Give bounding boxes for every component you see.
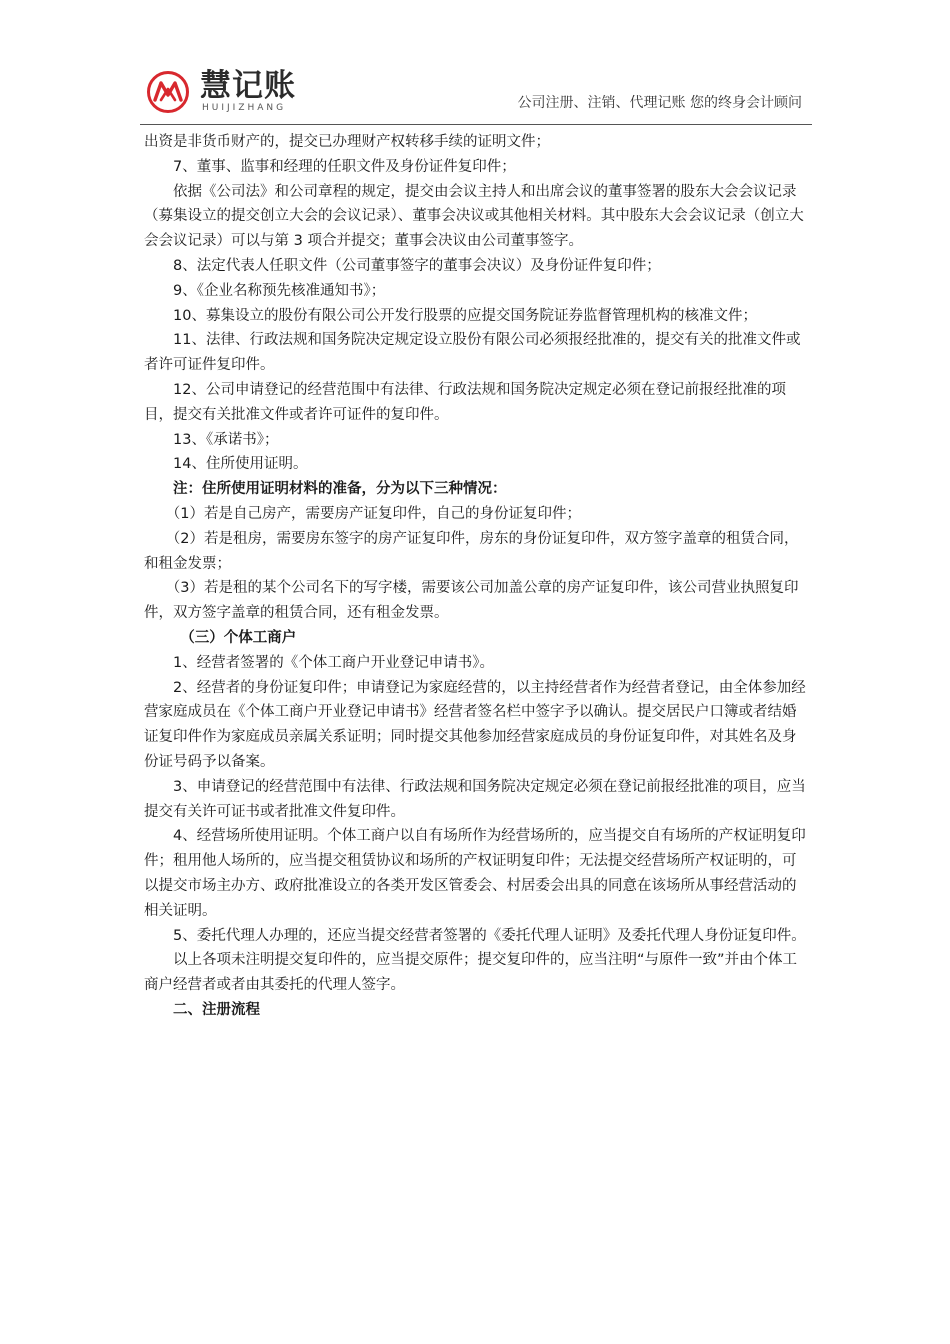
- paragraph: 依据《公司法》和公司章程的规定，提交由会议主持人和出席会议的董事签署的股东大会会议记录（募集设立的提交创立大会的会议记录）、董事会决议或其他相关材料。其中股东大会会议记录（创立大会会议记录）可以与第 3 项合并提交；董事会决议由公司董事签字。: [144, 183, 804, 250]
- paragraph: 以上各项未注明提交复印件的，应当提交原件；提交复印件的，应当注明“与原件一致”并由个体工商户经营者或者由其委托的代理人签字。: [144, 952, 798, 994]
- list-item: （1）若是自己房产，需要房产证复印件，自己的身份证复印件；: [165, 505, 581, 522]
- document-body: [144, 130, 808, 1023]
- list-item: 12、公司申请登记的经营范围中有法律、行政法规和国务院决定规定必须在登记前报经批准的项目，提交有关批准文件或者许可证件的复印件。: [144, 381, 786, 423]
- page-header: [140, 62, 812, 124]
- paragraph: 出资是非货币财产的，提交已办理财产权转移手续的证明文件；: [144, 134, 550, 150]
- list-item: 4、经营场所使用证明。个体工商户以自有场所作为经营场所的，应当提交自有场所的产权证明复印件；租用他人场所的，应当提交租赁协议和场所的产权证明复印件；无法提交经营场所产权证明的，可以提交市场主办方、政府批准设立的各类开发区管委会、村居委会出具的同意在该场所从事经营活动的相关证明。: [144, 828, 806, 919]
- logo-text: 慧记账: [200, 68, 296, 104]
- header-tagline: 公司注册、注销、代理记账 您的终身会计顾问: [517, 95, 802, 111]
- list-item: 7、董事、监事和经理的任职文件及身份证件复印件；: [173, 158, 516, 175]
- list-item: 14、住所使用证明。: [173, 456, 308, 473]
- note-heading: 注：住所使用证明材料的准备，分为以下三种情况：: [173, 481, 507, 498]
- header-divider: [140, 124, 812, 125]
- list-item: 11、法律、行政法规和国务院决定规定设立股份有限公司必须报经批准的，提交有关的批准文件或者许可证件复印件。: [144, 332, 801, 374]
- list-item: 2、经营者的身份证复印件；申请登记为家庭经营的，以主持经营者作为经营者登记，由全体参加经营家庭成员在《个体工商户开业登记申请书》经营者签名栏中签字予以确认。提交居民户口簿或者结婚证复印件作为家庭成员亲属关系证明；同时提交其他参加经营家庭成员的身份证复印件，对其姓名及身份证号码予以备案。: [144, 679, 806, 770]
- list-item: （2）若是租房，需要房东签字的房产证复印件，房东的身份证复印件，双方签字盖章的租赁合同，和租金发票；: [144, 530, 799, 572]
- section-heading: 二、注册流程: [173, 1001, 260, 1018]
- list-item: 9、《企业名称预先核准通知书》；: [173, 282, 386, 299]
- list-item: 10、募集设立的股份有限公司公开发行股票的应提交国务院证券监督管理机构的核准文件；: [173, 307, 757, 324]
- logo-subtitle: HUIJIZHANG: [202, 103, 287, 113]
- list-item: 1、经营者签署的《个体工商户开业登记申请书》。: [173, 654, 494, 671]
- logo-icon: [146, 70, 190, 114]
- list-item: 5、委托代理人办理的，还应当提交经营者签署的《委托代理人证明》及委托代理人身份证复印件。: [173, 927, 806, 944]
- section-heading: （三）个体工商户: [180, 629, 297, 646]
- list-item: 8、法定代表人任职文件（公司董事签字的董事会决议）及身份证件复印件；: [173, 257, 661, 274]
- list-item: 3、申请登记的经营范围中有法律、行政法规和国务院决定规定必须在登记前报经批准的项目，应当提交有关许可证书或者批准文件复印件。: [144, 778, 806, 820]
- list-item: （3）若是租的某个公司名下的写字楼，需要该公司加盖公章的房产证复印件，该公司营业执照复印件，双方签字盖章的租赁合同，还有租金发票。: [144, 580, 799, 622]
- list-item: 13、《承诺书》；: [173, 431, 279, 448]
